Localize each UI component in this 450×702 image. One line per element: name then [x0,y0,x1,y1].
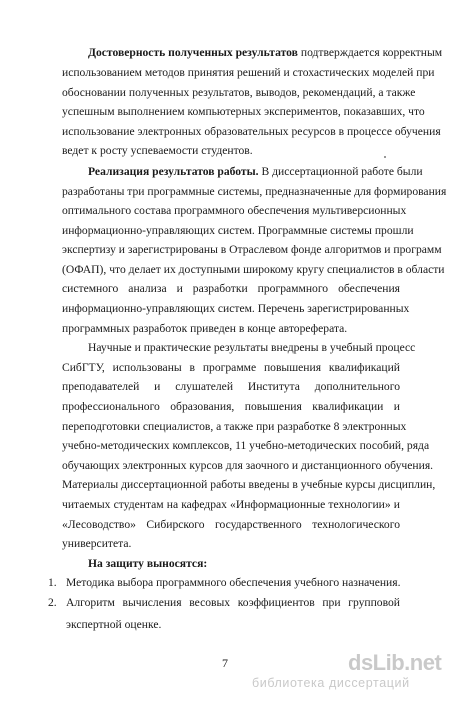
paragraph-adoption-line: переподготовки специалистов, а также при разработке 8 электронных [62,420,407,433]
paragraph-reliability-line: использование электронных образовательных ресурсов в процессе обучения [62,125,441,138]
paragraph-adoption-line: «Лесоводство» Сибирского государственного технологического [62,518,400,531]
paragraph-adoption-line: учебно-методических комплексов, 11 учебно-методических пособий, ряда [62,439,430,452]
paragraph-implementation-line: информационно-управляющих систем. Программные системы прошли [62,224,414,237]
paragraph-reliability-line: Достоверность полученных результатов подтверждается корректным [88,46,443,59]
paragraph-adoption-line: читаемых студентам на кафедрах «Информационные технологии» и [62,498,400,511]
paragraph-implementation-line: оптимального состава программного обеспечения мультиверсионных [62,204,407,217]
paragraph-adoption-line: профессионального образования, повышения квалификации и [62,400,400,413]
paragraph-implementation-line: (ОФАП), что делает их доступными широкому кругу специалистов в области [62,263,445,276]
paragraph-adoption-line: Научные и практические результаты внедрены в учебный процесс [88,341,416,354]
watermark-subtitle: библиотека диссертаций [252,676,410,690]
list-item: Алгоритм вычисления весовых коэффициентов при групповой [66,596,400,609]
list-item-number: 1. [48,576,57,589]
list-item-number: 2. [48,596,57,609]
watermark-logo: dsLib.net [348,650,442,675]
paragraph-reliability-line: использованием методов принятия решений и стохастических моделей при [62,66,435,79]
paragraph-implementation-line: экспертизу и зарегистрированы в Отраслевом фонде алгоритмов и программ [62,243,442,256]
paragraph-implementation-line: Реализация результатов работы. В диссертационной работе были [88,165,423,178]
list-item-continuation: экспертной оценке. [66,618,162,631]
list-item: Методика выбора программного обеспечения учебного назначения. [66,576,401,589]
paragraph-implementation-line: разработаны три программные системы, предназначенные для формирования [62,185,447,198]
paragraph-implementation-line: системного анализа и разработки программного обеспечения [62,282,400,295]
reliability-heading: Достоверность полученных результатов [88,46,298,59]
implementation-heading: Реализация результатов работы. [88,165,259,178]
paragraph-adoption-line: университета. [62,537,132,550]
paragraph-adoption-line: обучающих электронных курсов для заочного и дистанционного обучения. [62,459,434,472]
paragraph-implementation-line: программных разработок приведен в конце автореферата. [62,322,348,335]
paragraph-adoption-line: СибГТУ, использованы в программе повышения квалификаций [62,361,400,374]
paragraph-reliability-line: обосновании полученных результатов, выводов, рекомендаций, а также [62,86,416,99]
paragraph-adoption-line: преподавателей и слушателей Института дополнительного [62,380,400,393]
paragraph-adoption-line: Материалы диссертационной работы введены в учебные курсы дисциплин, [62,478,436,491]
paragraph-reliability-line: успешным выполнением компьютерных экспериментов, показавших, что [62,105,425,118]
paragraph-reliability-line: ведет к росту успеваемости студентов. [62,144,253,157]
scan-speck [384,156,386,158]
defense-heading: На защиту выносятся: [88,557,208,570]
paragraph-implementation-line: информационно-управляющих систем. Перечень зарегистрированных [62,302,410,315]
page-number: 7 [222,656,228,670]
